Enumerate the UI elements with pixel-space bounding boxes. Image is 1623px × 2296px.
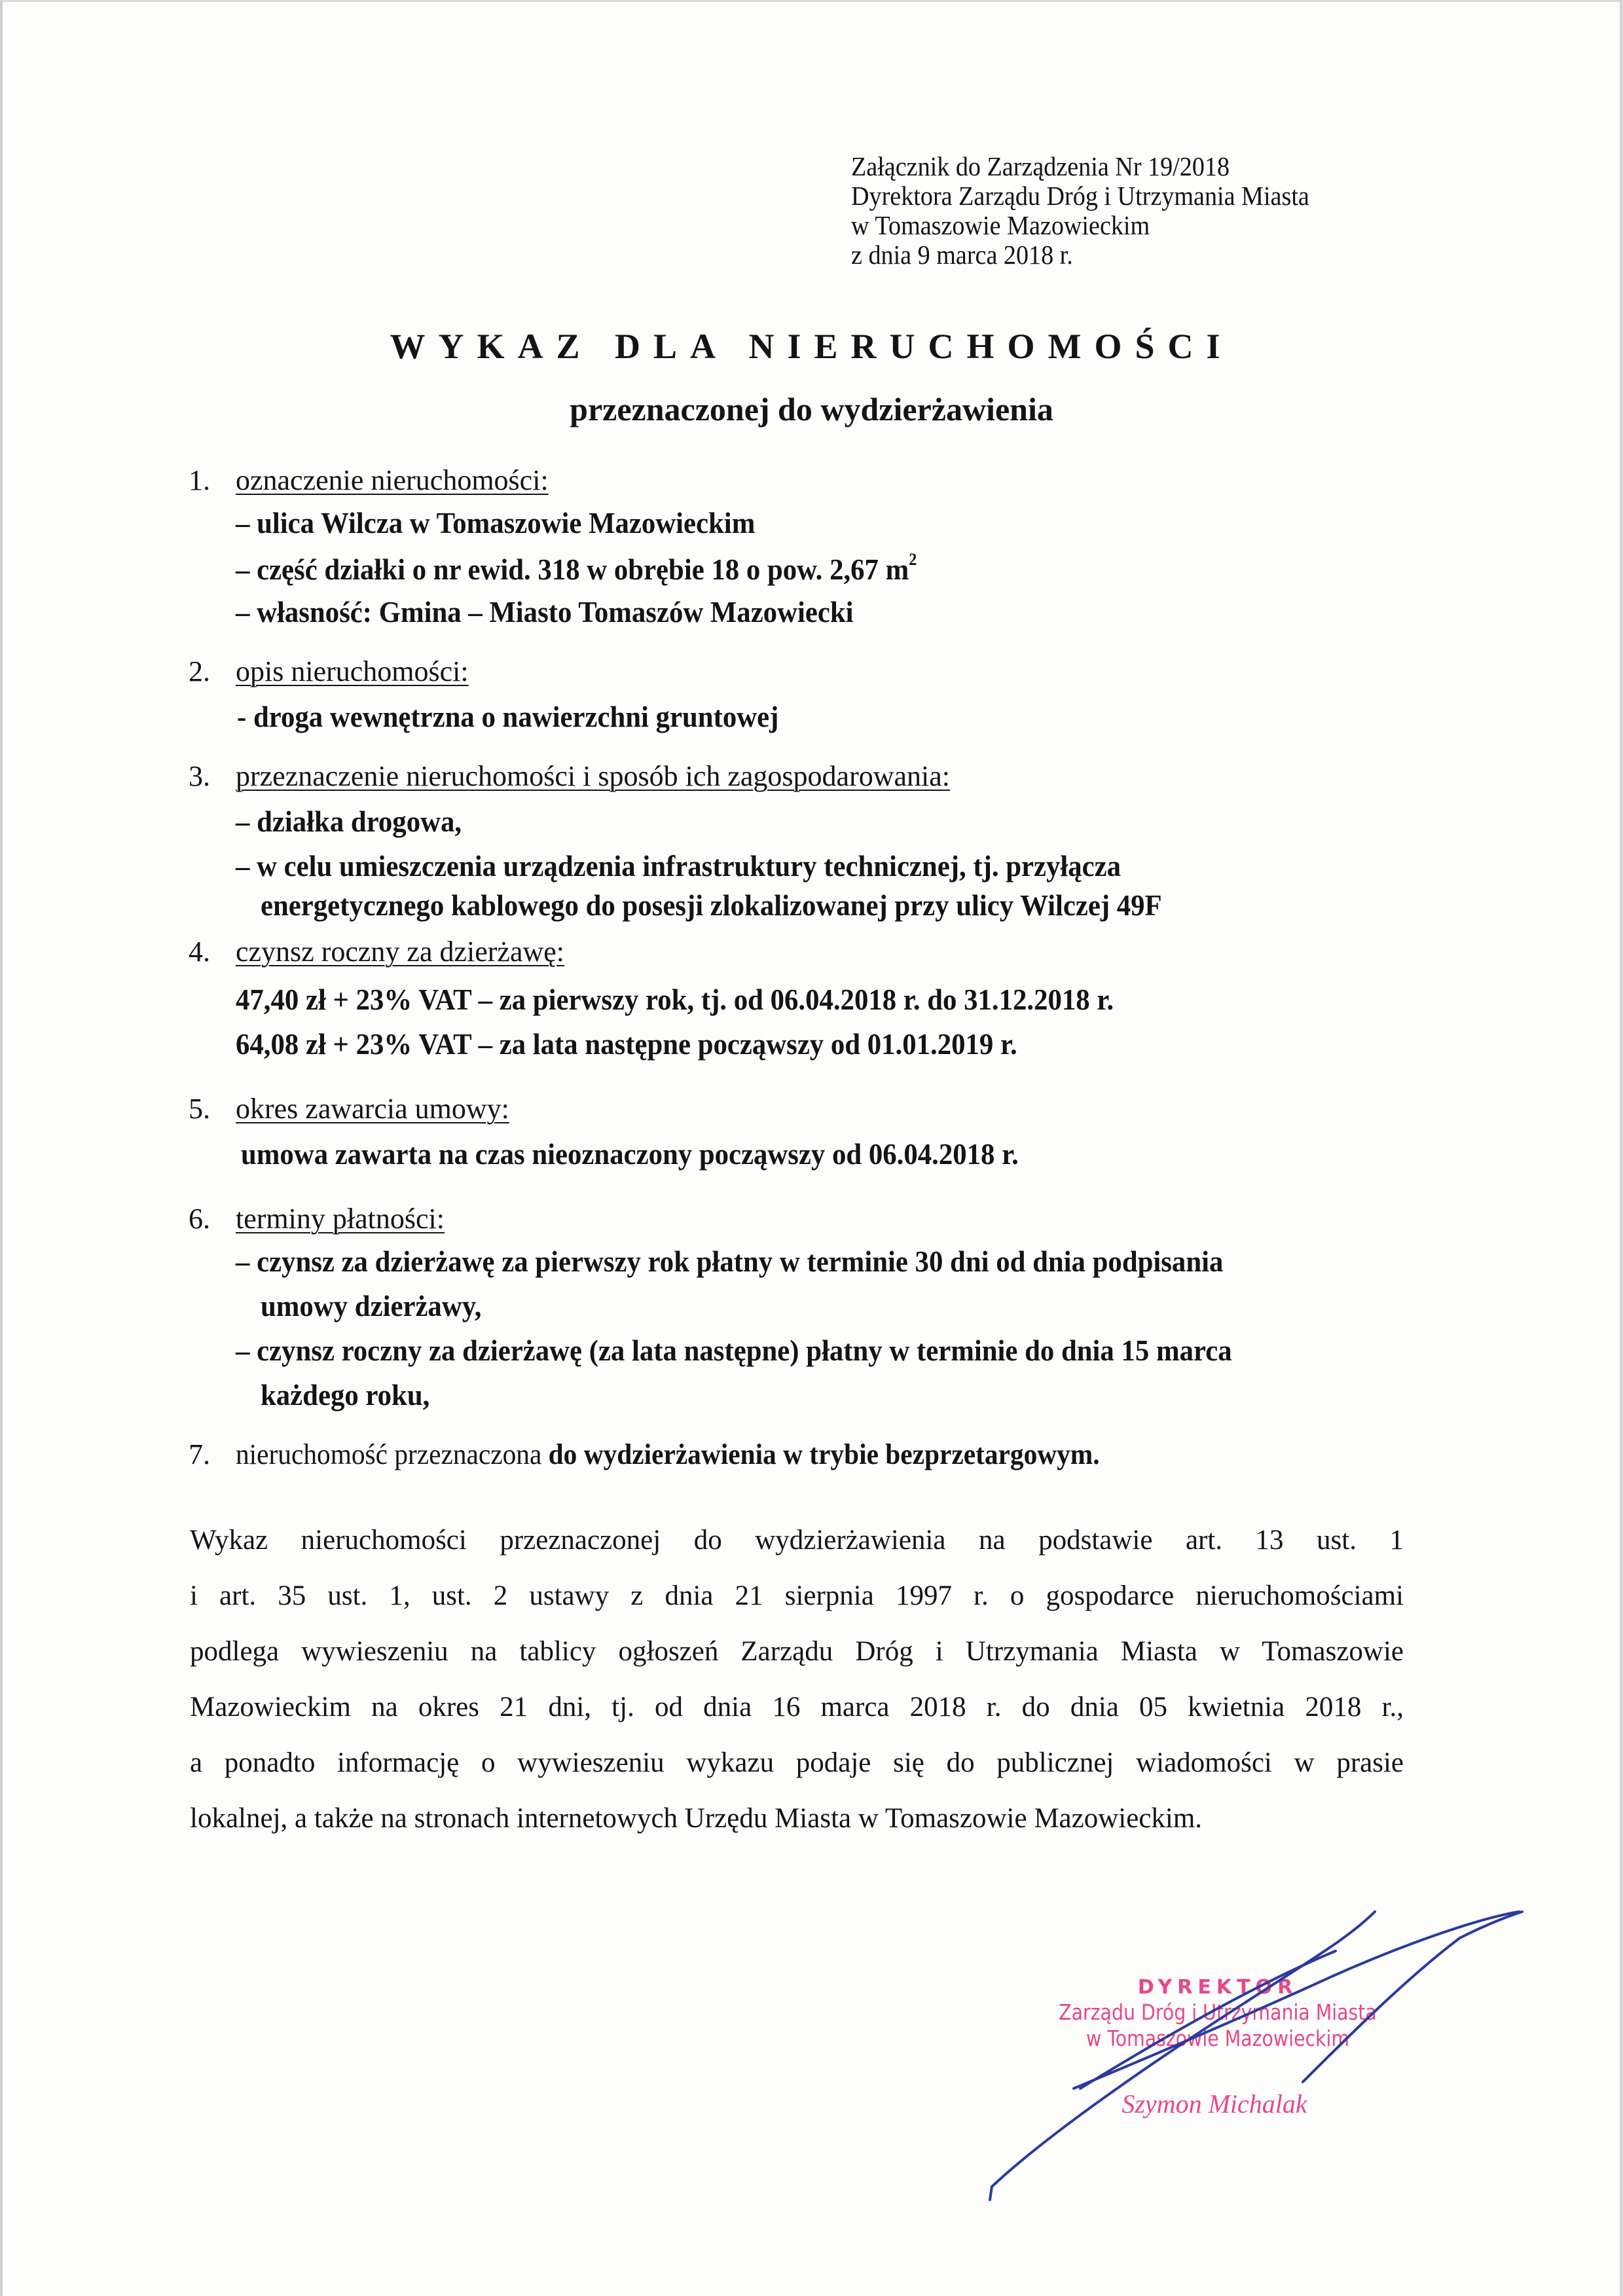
item-heading: oznaczenie nieruchomości: (236, 464, 549, 496)
paragraph-line: Mazowieckim na okres 21 dni, tj. od dnia 16 marca 2018 r. do dnia 05 kwietnia 2018 r., (190, 1692, 1404, 1722)
item-line: każdego roku, (261, 1378, 430, 1412)
document-title: WYKAZ DLA NIERUCHOMOŚCI (390, 327, 1233, 366)
item-heading: opis nieruchomości: (236, 655, 469, 687)
item-7-plain: nieruchomość przeznaczona (236, 1438, 549, 1470)
area-superscript: 2 (909, 550, 917, 569)
item-7-bold: do wydzierżawienia w trybie bezprzetargowym. (548, 1438, 1100, 1470)
item-line: 64,08 zł + 23% VAT – za lata następne począwszy od 01.01.2019 r. (236, 1027, 1017, 1061)
item-line: – działka drogowa, (236, 805, 462, 838)
stamp-line: w Tomaszowie Mazowieckim (1085, 2026, 1350, 2051)
item-number: 6. (189, 1203, 210, 1235)
item-number: 7. (189, 1438, 210, 1470)
header-line: Dyrektora Zarządu Dróg i Utrzymania Miasta (851, 181, 1309, 211)
stamp-signatory-name: Szymon Michalak (1122, 2089, 1307, 2119)
paragraph-line: lokalnej, a także na stronach internetowych Urzędu Miasta w Tomaszowie Mazowieckim. (190, 1803, 1203, 1834)
paragraph-line: Wykaz nieruchomości przeznaczonej do wydzierżawienia na podstawie art. 13 ust. 1 (190, 1525, 1404, 1556)
stamp-line: Zarządu Dróg i Utrzymania Miasta (1059, 1999, 1377, 2025)
official-stamp (1021, 1976, 1414, 2052)
item-number: 1. (189, 464, 210, 496)
item-line: umowy dzierżawy, (261, 1289, 482, 1322)
item-line: - droga wewnętrzna o nawierzchni gruntowej (237, 700, 779, 733)
attachment-header (851, 152, 1309, 270)
paragraph-line: a ponadto informację o wywieszeniu wykazu podaje się do publicznej wiadomości w prasie (190, 1747, 1404, 1778)
item-line: – w celu umieszczenia urządzenia infrastruktury technicznej, tj. przyłącza (236, 849, 1122, 883)
item-heading: okres zawarcia umowy: (236, 1093, 509, 1125)
item-line: energetycznego kablowego do posesji zlokalizowanej przy ulicy Wilczej 49F (261, 888, 1162, 922)
item-heading: przeznaczenie nieruchomości i sposób ich zagospodarowania: (236, 760, 951, 792)
item-heading: czynsz roczny za dzierżawę: (236, 936, 565, 968)
paragraph-line: podlega wywieszeniu na tablicy ogłoszeń Zarządu Dróg i Utrzymania Miasta w Tomaszowie (190, 1636, 1404, 1667)
item-line: umowa zawarta na czas nieoznaczony począwszy od 06.04.2018 r. (241, 1137, 1019, 1171)
paragraph-line: i art. 35 ust. 1, ust. 2 ustawy z dnia 21 sierpnia 1997 r. o gospodarce nieruchomościami (190, 1580, 1404, 1611)
stamp-title: DYREKTOR (1137, 1976, 1298, 1999)
item-line: 47,40 zł + 23% VAT – za pierwszy rok, tj. od 06.04.2018 r. do 31.12.2018 r. (236, 983, 1114, 1016)
header-line: w Tomaszowie Mazowieckim (851, 210, 1150, 240)
header-line: Załącznik do Zarządzenia Nr 19/2018 (851, 151, 1230, 181)
scan-edge-top (0, 0, 1623, 2)
item-7-text (236, 1438, 1100, 1471)
item-number: 2. (189, 655, 210, 687)
item-number: 3. (189, 760, 210, 792)
item-line: – czynsz za dzierżawę za pierwszy rok płatny w terminie 30 dni od dnia podpisania (236, 1245, 1224, 1278)
header-line: z dnia 9 marca 2018 r. (851, 240, 1073, 270)
item-heading: terminy płatności: (236, 1203, 445, 1235)
item-line (236, 550, 917, 587)
item-line: – ulica Wilcza w Tomaszowie Mazowieckim (236, 506, 756, 539)
item-number: 5. (189, 1093, 210, 1125)
item-line: – własność: Gmina – Miasto Tomaszów Mazowiecki (236, 595, 854, 629)
item-line: – czynsz roczny za dzierżawę (za lata następne) płatny w terminie do dnia 15 marca (236, 1334, 1232, 1367)
item-line-text: – część działki o nr ewid. 318 w obrębie 18 o pow. 2,67 m (236, 553, 909, 586)
document-subtitle: przeznaczonej do wydzierżawienia (570, 391, 1053, 428)
item-number: 4. (189, 936, 210, 968)
